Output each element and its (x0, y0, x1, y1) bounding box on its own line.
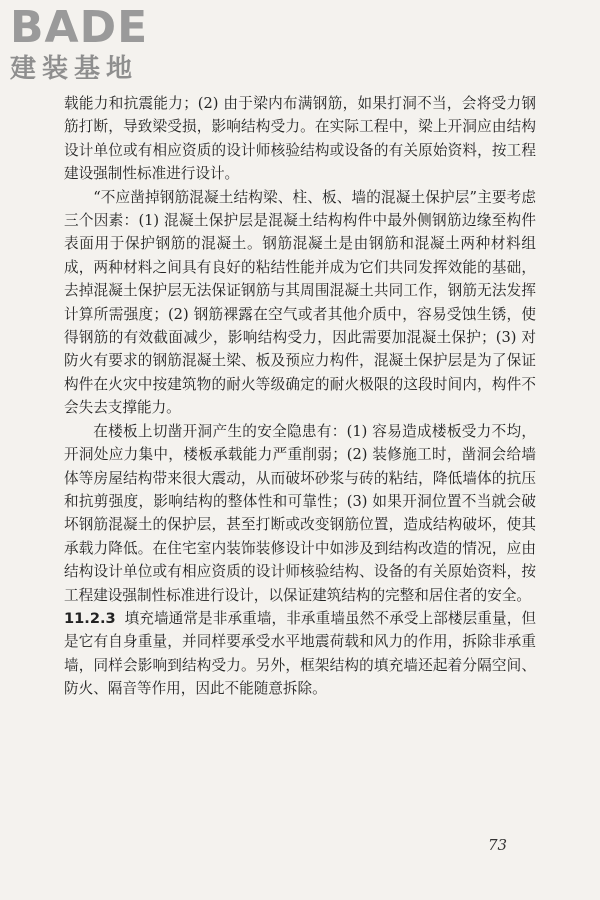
page-body (64, 92, 536, 701)
section-text: 填充墙通常是非承重墙，非承重墙虽然不承受上部楼层重量，但是它有自身重量，并同样要承受水平地震荷载和风力的作用，拆除非承重墙，同样会影响到结构受力。另外，框架结构的填充墙还起着分隔空间、防火、隔音等作用，因此不能随意拆除。 (64, 609, 536, 698)
bade-logo (10, 4, 175, 84)
logo-subtitle: 建装基地 (10, 54, 139, 84)
paragraph-2: “不应凿掉钢筋混凝土结构梁、柱、板、墙的混凝土保护层”主要考虑三个因素：(1) 混凝土保护层是混凝土结构构件中最外侧钢筋边缘至构件表面用于保护钢筋的混凝土。钢筋混凝土是由钢筋和混凝土两种材料组成，两种材料之间具有良好的粘结性能并成为它们共同发挥效能的基础，去掉混凝土保护层无法保证钢筋与其周围混凝土共同工作，钢筋无法发挥计算所需强度；(2) 钢筋裸露在空气或者其他介质中，容易受蚀生锈，使得钢筋的有效截面减少，影响结构受力，因此需要加混凝土保护；(3) 对防火有要求的钢筋混凝土梁、板及预应力构件，混凝土保护层是为了保证构件在火灾中按建筑物的耐火等级确定的耐火极限的这段时间内，构件不会失去支撑能力。 (64, 188, 536, 417)
logo-wordmark: BADE (10, 2, 149, 53)
paragraph-1: 载能力和抗震能力；(2) 由于梁内布满钢筋，如果打洞不当，会将受力钢筋打断，导致梁受损，影响结构受力。在实际工程中，梁上开洞应由结构设计单位或有相应资质的设计师核验结构或设备的有关原始资料，按工程建设强制性标准进行设计。 (64, 95, 536, 183)
page-number: 73 (488, 836, 508, 854)
section-11-2-3 (64, 607, 536, 701)
section-number: 11.2.3 (64, 609, 116, 627)
paragraph-3: 在楼板上切凿开洞产生的安全隐患有：(1) 容易造成楼板受力不均，开洞处应力集中，楼板承载能力严重削弱；(2) 装修施工时，凿洞会给墙体等房屋结构带来很大震动，从而破坏砂浆与砖的粘结，降低墙体的抗压和抗剪强度，影响结构的整体性和可靠性；(3) 如果开洞位置不当就会破坏钢筋混凝土的保护层，甚至打断或改变钢筋位置，造成结构破坏，使其承载力降低。在住宅室内装饰装修设计中如涉及到结构改造的情况，应由结构设计单位或有相应资质的设计师核验结构、设备的有关原始资料，按工程建设强制性标准进行设计，以保证建筑结构的完整和居住者的安全。 (64, 422, 536, 604)
